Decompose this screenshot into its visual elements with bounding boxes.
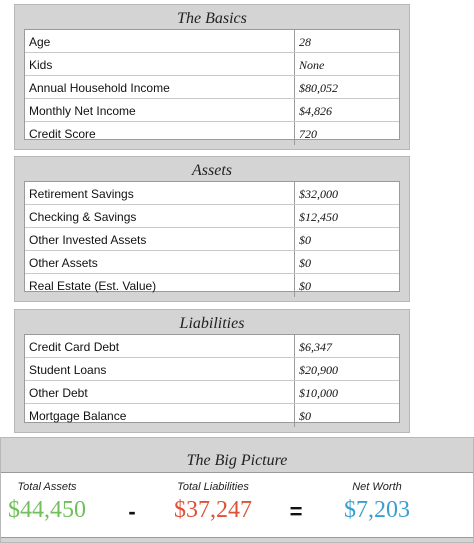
row-value: 28 <box>299 35 311 49</box>
table-row <box>25 30 399 53</box>
row-value: $80,052 <box>299 81 338 95</box>
net-worth-value: $7,203 <box>344 497 410 523</box>
row-value: $4,826 <box>299 104 332 118</box>
liabilities-table <box>24 334 400 423</box>
row-label: Other Debt <box>25 381 295 403</box>
row-label: Student Loans <box>25 358 295 380</box>
row-value: $0 <box>299 233 311 247</box>
assets-table <box>24 181 400 292</box>
row-label: Kids <box>25 53 295 75</box>
basics-title: The Basics <box>177 10 247 27</box>
row-value: 720 <box>299 127 317 141</box>
liabilities-panel <box>14 309 410 433</box>
row-value: None <box>299 58 325 72</box>
row-label: Credit Card Debt <box>25 335 295 357</box>
big-picture-panel <box>0 437 474 543</box>
table-row <box>25 205 399 228</box>
row-value: $0 <box>299 279 311 293</box>
row-label: Real Estate (Est. Value) <box>25 274 295 297</box>
table-row <box>25 251 399 274</box>
table-row <box>25 228 399 251</box>
row-label: Mortgage Balance <box>25 404 295 427</box>
row-label: Credit Score <box>25 122 295 145</box>
basics-panel <box>14 4 410 150</box>
row-value: $0 <box>299 256 311 270</box>
row-label: Monthly Net Income <box>25 99 295 121</box>
table-row <box>25 99 399 122</box>
row-label: Age <box>25 30 295 52</box>
row-value: $0 <box>299 409 311 423</box>
assets-panel <box>14 156 410 302</box>
row-value: $20,900 <box>299 363 338 377</box>
row-label: Checking & Savings <box>25 205 295 227</box>
row-value: $32,000 <box>299 187 338 201</box>
liabilities-title: Liabilities <box>179 315 245 332</box>
table-row <box>25 182 399 205</box>
big-picture-summary <box>1 472 473 538</box>
row-label: Other Assets <box>25 251 295 273</box>
total-liabilities-value: $37,247 <box>174 497 252 523</box>
assets-title: Assets <box>192 162 232 179</box>
row-value: $10,000 <box>299 386 338 400</box>
equals-sign: = <box>289 499 303 524</box>
table-row <box>25 335 399 358</box>
table-row <box>25 53 399 76</box>
row-label: Annual Household Income <box>25 76 295 98</box>
table-row <box>25 274 399 297</box>
row-label: Retirement Savings <box>25 182 295 204</box>
table-row <box>25 122 399 145</box>
total-assets-value: $44,450 <box>8 497 86 523</box>
total-liabilities-label: Total Liabilities <box>177 481 249 493</box>
row-label: Other Invested Assets <box>25 228 295 250</box>
table-row <box>25 76 399 99</box>
net-worth-label: Net Worth <box>352 481 402 493</box>
big-picture-title: The Big Picture <box>186 452 288 469</box>
row-value: $12,450 <box>299 210 338 224</box>
minus-sign: - <box>128 499 136 524</box>
table-row <box>25 358 399 381</box>
row-value: $6,347 <box>299 340 332 354</box>
total-assets-label: Total Assets <box>17 481 77 493</box>
table-row <box>25 404 399 427</box>
basics-table <box>24 29 400 140</box>
table-row <box>25 381 399 404</box>
